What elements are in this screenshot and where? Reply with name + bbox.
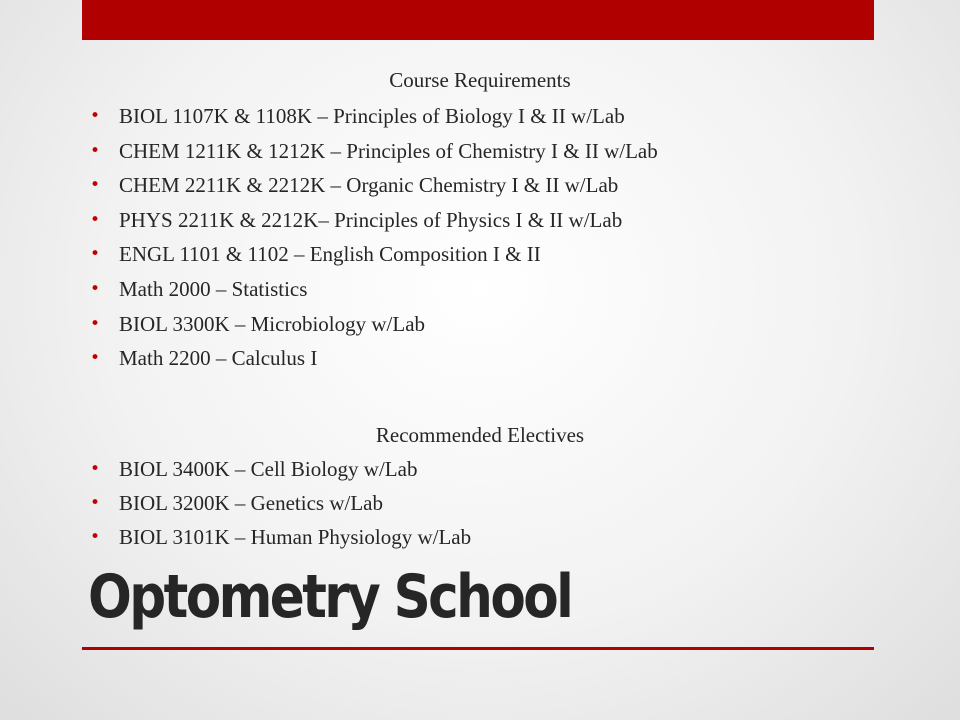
list-item-text: ENGL 1101 & 1102 – English Composition I & II [119,242,541,267]
list-item-text: BIOL 1107K & 1108K – Principles of Biology I & II w/Lab [119,104,625,128]
list-item-text: Math 2000 – Statistics [119,276,308,301]
list-item [90,207,658,242]
course-requirements-list [90,103,658,380]
list-item-text: BIOL 3200K – Genetics w/Lab [119,491,383,515]
recommended-electives-heading: Recommended Electives [375,423,585,447]
list-item [90,276,658,311]
list-item [90,456,471,490]
bullet-icon: • [90,278,101,299]
list-item-text: Math 2200 – Calculus I [119,346,318,371]
list-item-text: CHEM 1211K & 1212K – Principles of Chemistry I & II w/Lab [119,138,658,163]
list-item-text: BIOL 3101K – Human Physiology w/Lab [119,525,472,549]
list-item-text: PHYS 2211K & 2212K– Principles of Physics I & II w/Lab [119,207,623,232]
list-item-text: BIOL 3400K – Cell Biology w/Lab [119,457,418,481]
bullet-icon: • [90,348,101,369]
bullet-icon: • [90,313,101,334]
list-item [90,172,658,207]
slide-title: Optometry School [88,562,572,632]
bullet-icon: • [90,140,101,161]
list-item [90,241,658,276]
bullet-icon: • [90,493,101,513]
bullet-icon: • [90,459,101,479]
bullet-icon: • [90,175,101,196]
course-requirements-heading: Course Requirements [389,68,571,92]
list-item [90,103,658,138]
list-item [90,490,471,524]
bullet-icon: • [90,527,101,547]
bullet-icon: • [90,106,101,126]
list-item [90,138,658,173]
list-item-text: CHEM 2211K & 2212K – Organic Chemistry I & II w/Lab [119,173,619,198]
title-underline [82,647,874,650]
list-item-text: BIOL 3300K – Microbiology w/Lab [119,311,426,336]
bullet-icon: • [90,244,101,265]
top-accent-bar [82,0,874,40]
recommended-electives-list [90,456,471,558]
list-item [90,524,471,558]
list-item [90,311,658,346]
bullet-icon: • [90,209,101,230]
list-item [90,345,658,380]
